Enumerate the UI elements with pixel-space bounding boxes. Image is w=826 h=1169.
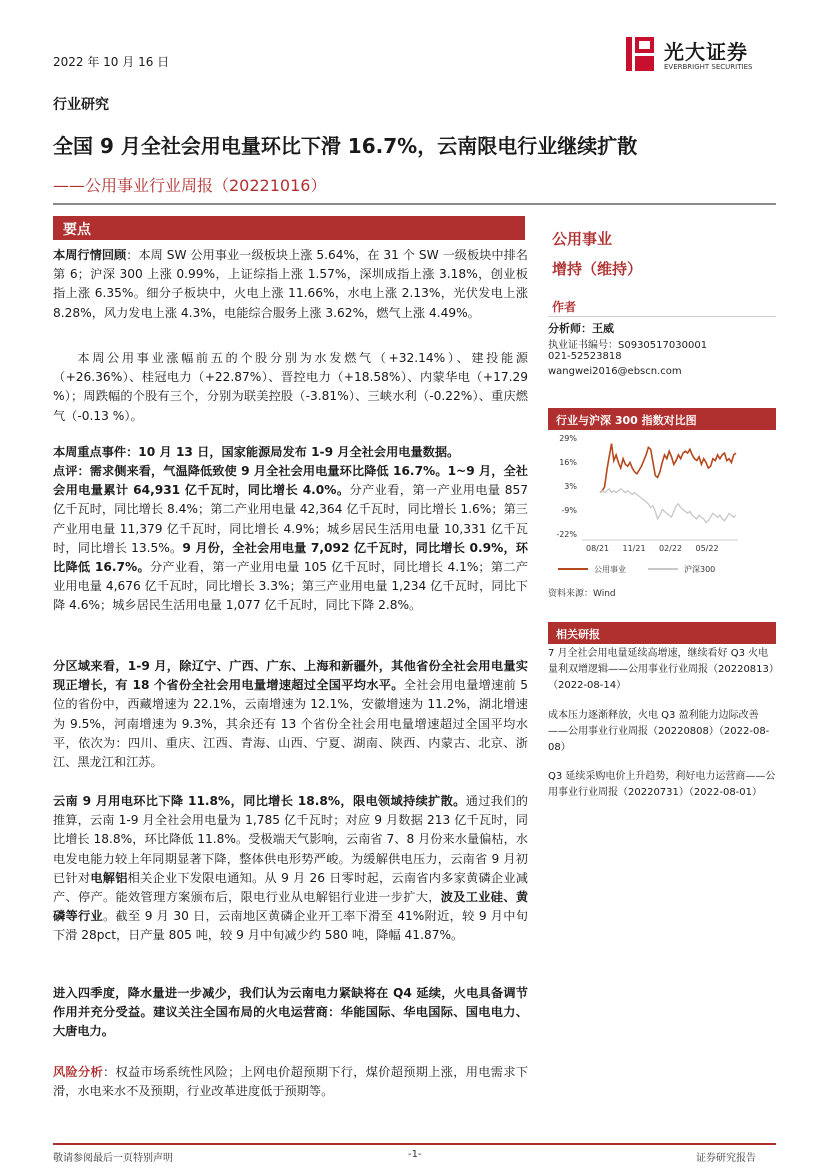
comment-bold-2: 9 月份，全社会用电量 7,092 亿千瓦时，同比增长 0.9%，环比降低 16.7%。	[53, 540, 528, 575]
y-tick-label: -22%	[556, 530, 577, 539]
yunnan-text-3: 。截至 9 月 30 日，云南地区黄磷企业开工率下滑至 41%附近，较 9 月中旬下滑 28pct，日产量 805 吨，较 9 月中旬减少约 580 吨，降幅 41.87%。	[53, 909, 528, 943]
risk-label: 风险分析	[53, 1065, 104, 1079]
yunnan-text-2: 相关企业下发限电通知。从 9 月 26 日零时起，云南省内多家黄磷企业减产、停产。能效管理方案颁布后，限电行业从电解铝行业进一步扩大，	[53, 870, 528, 905]
comment-text-2: 分产业看，第一产业用电量 105 亿千瓦时，同比增长 4.1%；第二产业用电量 4,676 亿千瓦时，同比增长 3.3%；第三产业用电量 1,234 亿千瓦时，同比下降 4.6%；城乡居民生活用电量 1,077 亿千瓦时，同比下降 2.8%。	[53, 560, 528, 613]
outlook-paragraph	[53, 984, 528, 1042]
report-title: 全国 9 月全社会用电量环比下滑 16.7%，云南限电行业继续扩散	[53, 134, 638, 158]
related-report-1[interactable]: 7 月全社会用电量延续高增速，继续看好 Q3 火电量利双增逻辑——公用事业行业周报（20220813）（2022-08-14）	[548, 648, 774, 691]
index-comparison-chart	[548, 432, 776, 582]
report-category: 行业研究	[53, 97, 109, 113]
analyst-phone: 021-52523818	[548, 351, 622, 362]
top-stocks-text: 本周公用事业涨幅前五的个股分别为水发燃气（+32.14%）、建投能源（+26.36%）、桂冠电力（+22.87%）、晋控电力（+18.58%）、内蒙华电（+17.29 %）；周跌幅的个股有三个，分别为联美控股（-3.81%）、三峡水利（-0.22%）、重庆燃气（-0.13 %）。	[53, 351, 528, 423]
report-date: 2022 年 10 月 16 日	[53, 55, 170, 69]
regional-bold: 分区域来看，1-9 月，除辽宁、广西、广东、上海和新疆外，其他省份全社会用电量实现正增长，有 18 个省份全社会用电量增速超过全国平均水平。	[53, 659, 528, 693]
outlook-bold: 进入四季度，降水量进一步减少，我们认为云南电力紧缺将在 Q4 延续，火电具备调节作用并充分受益。建议关注全国布局的火电运营商：华能国际、华电国际、国电电力、大唐电力。	[53, 986, 528, 1039]
yunnan-text-1: 通过我们的推算，云南 1-9 月全社会用电量为 1,785 亿千瓦时；对应 9 月数据 213 亿千瓦时，同比增长 18.8%，环比降低 11.8%。受极端天气影响，云南省 7、8 月份来水量偏枯，水电发电能力较上年同期显著下降，整体供电形势严峻。为缓解供电压力，云南省 9 月初已针对	[53, 794, 528, 885]
regional-paragraph	[53, 657, 528, 772]
key-points-header	[53, 216, 525, 240]
market-review-text: ：本周 SW 公用事业一级板块上涨 5.64%，在 31 个 SW 一级板块中排名第 6；沪深 300 上涨 0.99%，上证综指上涨 1.57%，深圳成指上涨 3.18%，创业板指上涨 6.35%。细分子板块中，火电上涨 11.66%，水电上涨 2.13%，光伏发电上涨 8.28%，风力发电上涨 4.3%，电能综合服务上涨 3.62%，燃气上涨 4.49%。	[53, 248, 528, 320]
risk-paragraph	[53, 1063, 528, 1101]
chart-heading	[548, 408, 776, 430]
comment-bold-1: 点评：需求侧来看，气温降低致使 9 月全社会用电量环比降低 16.7%。1~9 月，全社会用电量累计 64,931 亿千瓦时，同比增长 4.0%。	[53, 464, 528, 498]
market-review-label: 本周行情回顾	[53, 248, 127, 262]
market-review-paragraph	[53, 246, 528, 323]
related-research-heading	[548, 622, 776, 644]
yunnan-paragraph	[53, 792, 528, 946]
comment-text-1: 分产业看，第一产业用电量 857 亿千瓦时，同比增长 8.4%；第二产业用电量 42,364 亿千瓦时，同比增长 1.6%；第三产业用电量 11,379 亿千瓦时，同比增长 4.9%；城乡居民生活用电量 10,331 亿千瓦时，同比增长 13.5%。	[53, 483, 528, 555]
risk-text: ：权益市场系统性风险；上网电价超预期下行，煤价超预期上涨，用电需求下滑，水电来水不及预期，行业改革进度低于预期等。	[53, 1065, 529, 1099]
key-points-label: 要点	[63, 222, 91, 238]
y-tick-label: 3%	[564, 482, 577, 491]
footer-divider	[53, 1143, 776, 1145]
y-tick-label: 29%	[559, 434, 577, 443]
sector-name: 公用事业	[552, 230, 613, 248]
y-tick-label: -9%	[561, 506, 577, 515]
top-stocks-paragraph	[53, 349, 528, 426]
y-tick-label: 16%	[559, 458, 577, 467]
yunnan-bold: 云南 9 月用电环比下降 11.8%，同比增长 18.8%，限电领域持续扩散。	[53, 794, 466, 808]
related-report-3[interactable]: Q3 延续采购电价上升趋势，利好电力运营商——公用事业行业周报（20220731）（2022-08-01）	[548, 771, 776, 798]
x-tick-label: 08/21	[586, 544, 610, 553]
key-event-paragraph	[53, 443, 528, 462]
logo-text-en: EVERBRIGHT SECURITIES	[664, 63, 753, 71]
footer-report-type: 证券研究报告	[696, 1153, 756, 1164]
yunnan-bold-3: 波及工业硅、黄磷等行业	[53, 890, 529, 924]
logo-text-cn: 光大证券	[664, 40, 748, 64]
legend-label: 公用事业	[594, 565, 626, 574]
license-number: 执业证书编号：S0930517030001	[548, 340, 708, 351]
author-heading: 作者	[552, 300, 577, 314]
x-tick-label: 11/21	[622, 544, 646, 553]
page-number: -1-	[408, 1149, 422, 1160]
key-event-text: 本周重点事件：10 月 13 日，国家能源局发布 1-9 月全社会用电量数据。	[53, 445, 460, 459]
series-line-utilities	[600, 444, 736, 493]
related-research-heading-text: 相关研报	[556, 628, 600, 641]
legend-label: 沪深300	[684, 565, 716, 574]
x-tick-label: 02/22	[659, 544, 683, 553]
related-report-2[interactable]: 成本压力逐渐释放，火电 Q3 盈利能力边际改善——公用事业行业周报（20220808）（2022-08-08）	[548, 710, 770, 753]
analyst-name: 分析师：王威	[548, 322, 614, 335]
chart-source: 资料来源：Wind	[548, 589, 616, 599]
logo-icon	[626, 37, 654, 71]
series-line-csi300	[600, 489, 736, 523]
footer-disclaimer: 敬请参阅最后一页特别声明	[53, 1153, 173, 1164]
header-divider	[53, 203, 776, 205]
yunnan-bold-2: 电解铝	[90, 870, 128, 885]
report-subtitle: ——公用事业行业周报（20221016）	[53, 176, 327, 195]
rating: 增持（维持）	[552, 260, 643, 278]
regional-text: 全社会用电量增速前 5 位的省份中，西藏增速为 22.1%，云南增速为 12.1%，安徽增速为 11.2%，湖北增速为 9.5%，河南增速为 9.3%，其余还有 13 个省份全社会用电量增速超过全国平均水平，依次为：四川、重庆、江西、青海、山西、宁夏、湖南、陕西、内蒙古、北京、浙江、黑龙江和江苏。	[53, 678, 528, 770]
comment-paragraph	[53, 462, 528, 616]
chart-heading-text: 行业与沪深 300 指数对比图	[556, 414, 697, 427]
company-logo	[626, 37, 776, 77]
analyst-email[interactable]: wangwei2016@ebscn.com	[548, 366, 682, 377]
x-tick-label: 05/22	[695, 544, 719, 553]
author-divider	[548, 316, 776, 317]
